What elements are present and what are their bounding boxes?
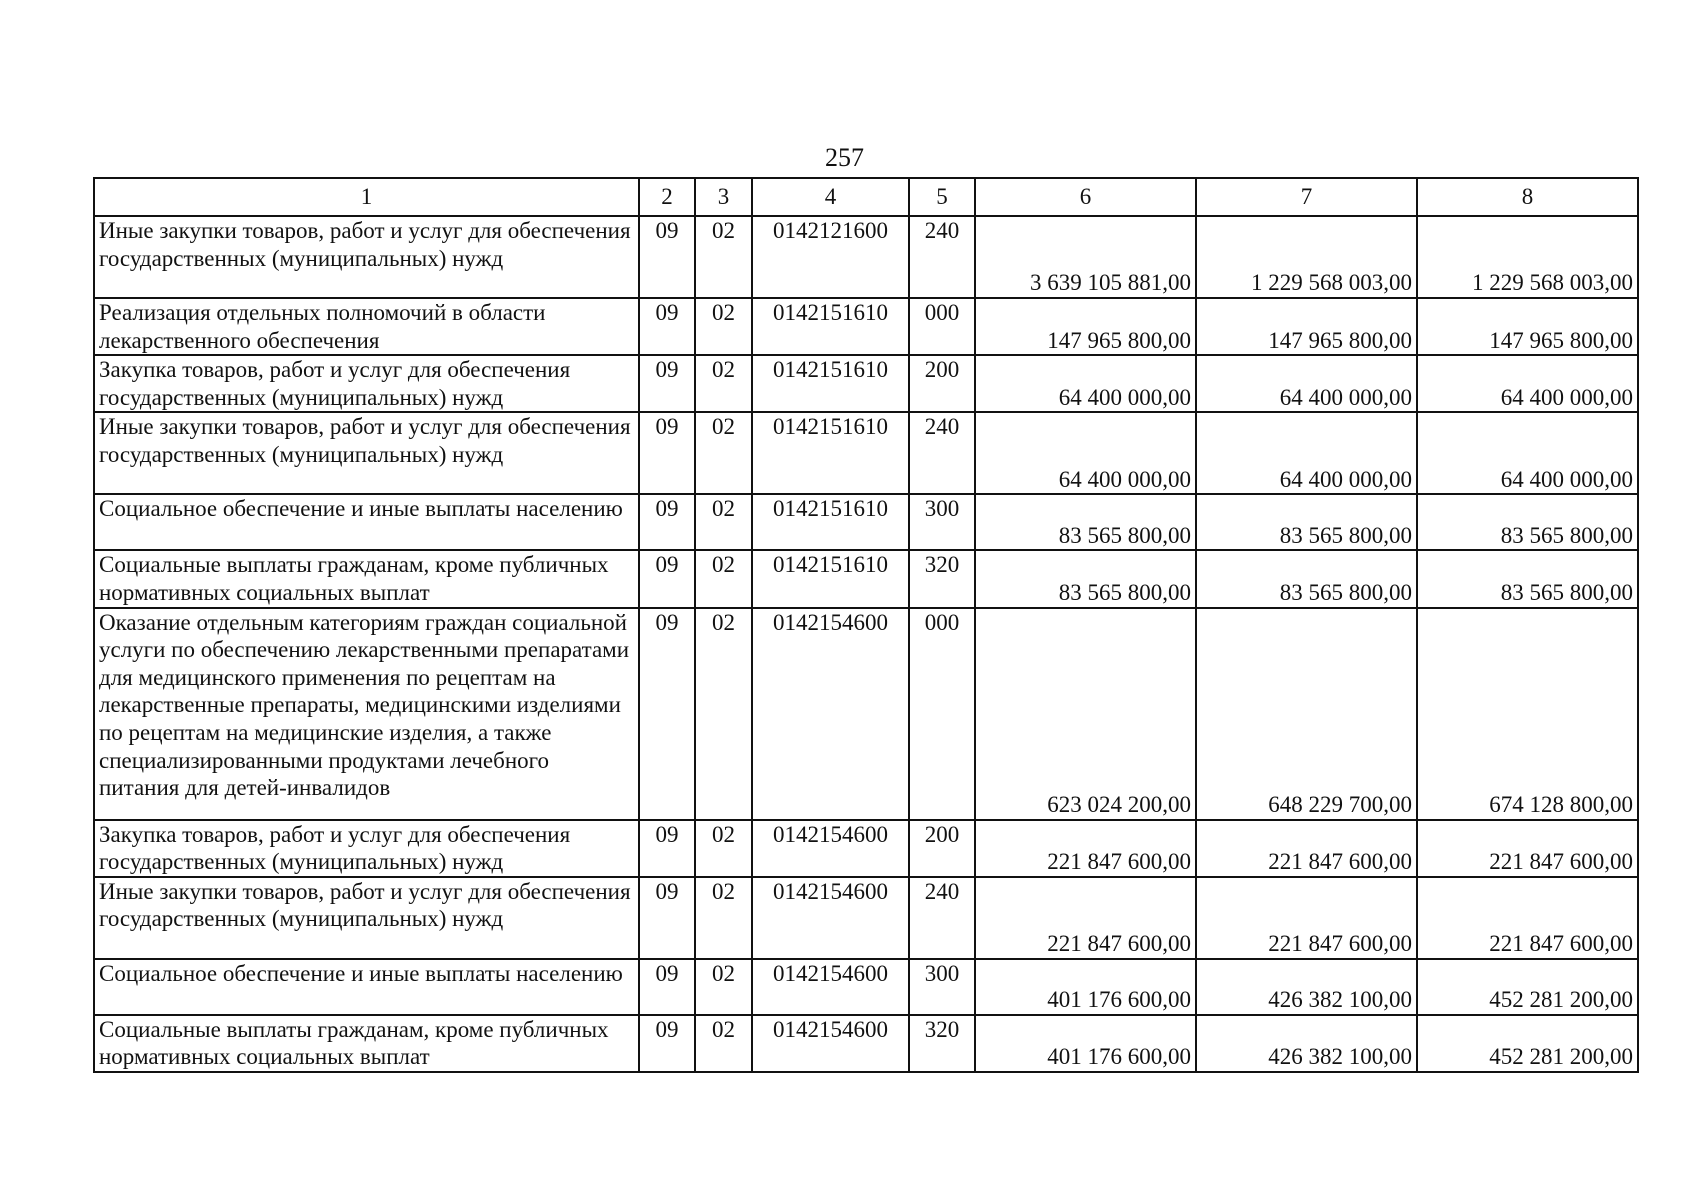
cell-target-article: 0142151610 [752, 355, 909, 412]
cell-name: Социальное обеспечение и иные выплаты населению [94, 494, 639, 550]
cell-name: Социальные выплаты гражданам, кроме публичных нормативных социальных выплат [94, 550, 639, 607]
cell-amount-7: 221 847 600,00 [1196, 820, 1417, 877]
cell-section: 09 [639, 959, 695, 1015]
cell-amount-7: 64 400 000,00 [1196, 355, 1417, 412]
cell-amount-7: 426 382 100,00 [1196, 1015, 1417, 1072]
cell-name: Иные закупки товаров, работ и услуг для обеспечения государственных (муниципальных) нужд [94, 412, 639, 494]
cell-amount-8: 452 281 200,00 [1417, 959, 1638, 1015]
cell-target-article: 0142154600 [752, 959, 909, 1015]
cell-amount-8: 674 128 800,00 [1417, 608, 1638, 820]
col-header-7: 7 [1196, 178, 1417, 216]
cell-subsection: 02 [695, 1015, 752, 1072]
cell-subsection: 02 [695, 608, 752, 820]
cell-expense-type: 320 [909, 1015, 975, 1072]
cell-section: 09 [639, 608, 695, 820]
cell-amount-6: 623 024 200,00 [975, 608, 1196, 820]
cell-amount-6: 147 965 800,00 [975, 298, 1196, 355]
cell-amount-6: 401 176 600,00 [975, 959, 1196, 1015]
cell-section: 09 [639, 298, 695, 355]
cell-name: Закупка товаров, работ и услуг для обеспечения государственных (муниципальных) нужд [94, 820, 639, 877]
cell-subsection: 02 [695, 355, 752, 412]
cell-expense-type: 300 [909, 494, 975, 550]
cell-section: 09 [639, 820, 695, 877]
cell-subsection: 02 [695, 820, 752, 877]
table-row [94, 608, 1638, 820]
cell-amount-6: 64 400 000,00 [975, 355, 1196, 412]
cell-amount-7: 1 229 568 003,00 [1196, 216, 1417, 298]
cell-expense-type: 200 [909, 820, 975, 877]
cell-name: Закупка товаров, работ и услуг для обеспечения государственных (муниципальных) нужд [94, 355, 639, 412]
table-row [94, 412, 1638, 494]
cell-amount-8: 64 400 000,00 [1417, 355, 1638, 412]
cell-amount-7: 64 400 000,00 [1196, 412, 1417, 494]
cell-name: Социальное обеспечение и иные выплаты населению [94, 959, 639, 1015]
table-body [94, 178, 1638, 1072]
cell-subsection: 02 [695, 877, 752, 959]
cell-expense-type: 200 [909, 355, 975, 412]
cell-section: 09 [639, 355, 695, 412]
cell-subsection: 02 [695, 298, 752, 355]
cell-amount-7: 147 965 800,00 [1196, 298, 1417, 355]
table-row [94, 1015, 1638, 1072]
col-header-6: 6 [975, 178, 1196, 216]
cell-section: 09 [639, 216, 695, 298]
cell-expense-type: 300 [909, 959, 975, 1015]
cell-amount-7: 648 229 700,00 [1196, 608, 1417, 820]
table-row [94, 298, 1638, 355]
cell-amount-6: 401 176 600,00 [975, 1015, 1196, 1072]
col-header-8: 8 [1417, 178, 1638, 216]
cell-target-article: 0142151610 [752, 494, 909, 550]
cell-amount-6: 64 400 000,00 [975, 412, 1196, 494]
cell-subsection: 02 [695, 494, 752, 550]
cell-target-article: 0142151610 [752, 412, 909, 494]
cell-amount-8: 147 965 800,00 [1417, 298, 1638, 355]
cell-subsection: 02 [695, 550, 752, 607]
cell-expense-type: 000 [909, 608, 975, 820]
cell-target-article: 0142154600 [752, 1015, 909, 1072]
table-row [94, 216, 1638, 298]
cell-subsection: 02 [695, 216, 752, 298]
cell-name: Иные закупки товаров, работ и услуг для обеспечения государственных (муниципальных) нужд [94, 877, 639, 959]
budget-table [93, 177, 1639, 1073]
cell-amount-7: 83 565 800,00 [1196, 550, 1417, 607]
cell-name: Социальные выплаты гражданам, кроме публичных нормативных социальных выплат [94, 1015, 639, 1072]
cell-amount-7: 426 382 100,00 [1196, 959, 1417, 1015]
cell-amount-7: 221 847 600,00 [1196, 877, 1417, 959]
table-row [94, 877, 1638, 959]
table-row [94, 820, 1638, 877]
cell-target-article: 0142151610 [752, 298, 909, 355]
cell-amount-8: 83 565 800,00 [1417, 494, 1638, 550]
cell-amount-6: 221 847 600,00 [975, 820, 1196, 877]
table-row [94, 494, 1638, 550]
cell-target-article: 0142121600 [752, 216, 909, 298]
cell-target-article: 0142154600 [752, 820, 909, 877]
cell-amount-6: 83 565 800,00 [975, 494, 1196, 550]
cell-amount-8: 64 400 000,00 [1417, 412, 1638, 494]
cell-section: 09 [639, 494, 695, 550]
table-row [94, 355, 1638, 412]
cell-amount-8: 1 229 568 003,00 [1417, 216, 1638, 298]
cell-target-article: 0142154600 [752, 877, 909, 959]
cell-amount-6: 3 639 105 881,00 [975, 216, 1196, 298]
cell-section: 09 [639, 412, 695, 494]
cell-section: 09 [639, 877, 695, 959]
table-row [94, 959, 1638, 1015]
page-number: 257 [825, 143, 864, 172]
col-header-3: 3 [695, 178, 752, 216]
col-header-2: 2 [639, 178, 695, 216]
cell-amount-6: 221 847 600,00 [975, 877, 1196, 959]
cell-expense-type: 320 [909, 550, 975, 607]
cell-section: 09 [639, 1015, 695, 1072]
cell-section: 09 [639, 550, 695, 607]
cell-expense-type: 000 [909, 298, 975, 355]
cell-expense-type: 240 [909, 877, 975, 959]
cell-target-article: 0142151610 [752, 550, 909, 607]
col-header-4: 4 [752, 178, 909, 216]
cell-amount-8: 452 281 200,00 [1417, 1015, 1638, 1072]
cell-amount-6: 83 565 800,00 [975, 550, 1196, 607]
col-header-1: 1 [94, 178, 639, 216]
cell-expense-type: 240 [909, 216, 975, 298]
cell-amount-8: 221 847 600,00 [1417, 877, 1638, 959]
header-row [94, 178, 1638, 216]
col-header-5: 5 [909, 178, 975, 216]
cell-subsection: 02 [695, 959, 752, 1015]
cell-amount-8: 221 847 600,00 [1417, 820, 1638, 877]
table-row [94, 550, 1638, 607]
cell-amount-7: 83 565 800,00 [1196, 494, 1417, 550]
cell-expense-type: 240 [909, 412, 975, 494]
cell-name: Реализация отдельных полномочий в области лекарственного обеспечения [94, 298, 639, 355]
cell-name: Оказание отдельным категориям граждан социальной услуги по обеспечению лекарственными препаратами для медицинского применения по рецептам на лекарственные препараты, медицинскими изделиями по рецептам на медицинские изделия, а также специализированными продуктами лечебного питания для детей-инвалидов [94, 608, 639, 820]
cell-amount-8: 83 565 800,00 [1417, 550, 1638, 607]
cell-name: Иные закупки товаров, работ и услуг для обеспечения государственных (муниципальных) нужд [94, 216, 639, 298]
cell-subsection: 02 [695, 412, 752, 494]
cell-target-article: 0142154600 [752, 608, 909, 820]
